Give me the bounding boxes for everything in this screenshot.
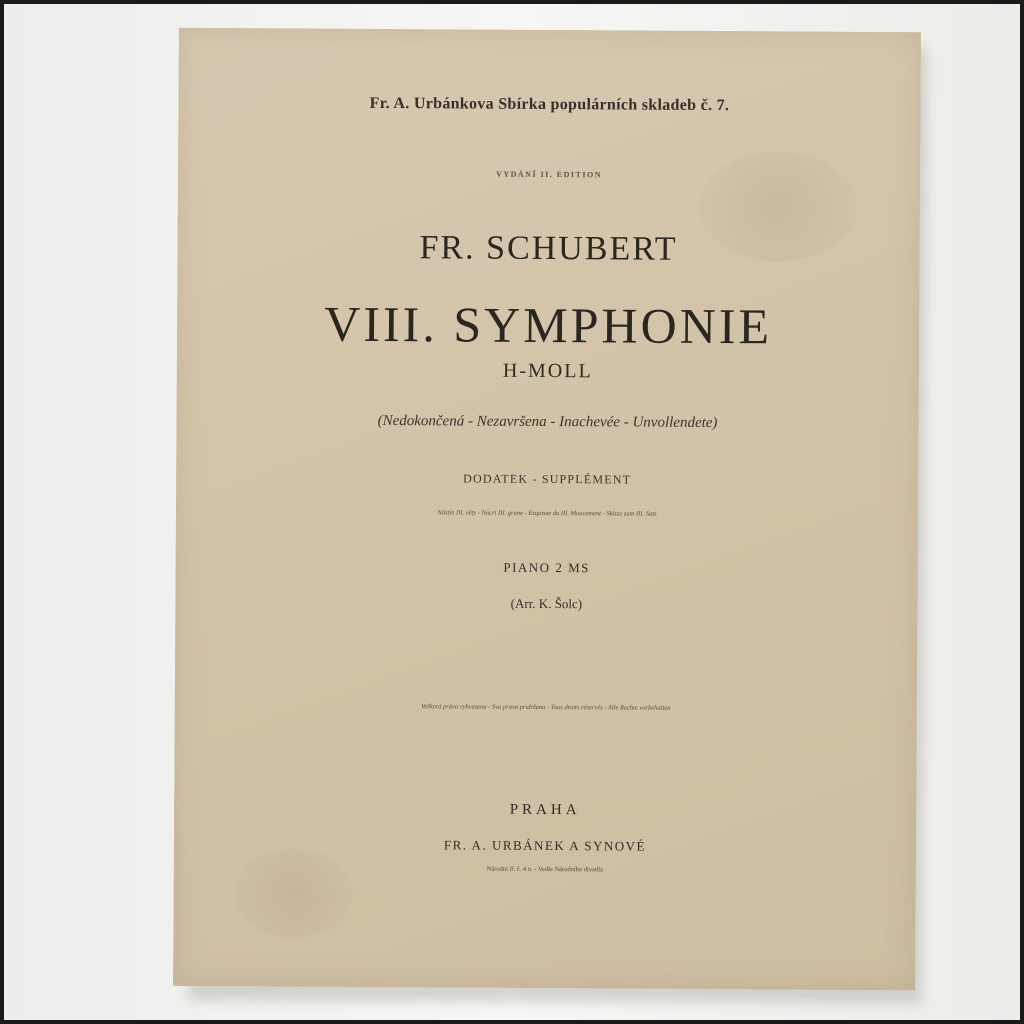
publisher-name: FR. A. URBÁNEK A SYNOVÉ	[443, 837, 647, 854]
supplement-label: DODATEK - SUPPLÉMENT	[463, 471, 632, 487]
paper-stain	[233, 848, 354, 939]
work-title: VIII. SYMPHONIE	[324, 295, 773, 355]
publisher-city: PRAHA	[509, 801, 581, 819]
edition-label: VYDÁNÍ II. EDITION	[496, 169, 603, 180]
rights-notice: Veškerá práva vyhrazena - Sva prava pridržana - Tous droits réservés - Alle Rechte vorbehalten	[421, 703, 671, 712]
composer-name: FR. SCHUBERT	[419, 229, 678, 268]
publisher-address: Národní tř. č. 4 n. - Vedle Národního divadla	[486, 865, 603, 874]
movement-note: Nástin III. věty - Nacrt III. grane - Esquisse du III. Mouvement - Skizze zum III. Satz	[437, 509, 657, 518]
instrument-label: PIANO 2 MS	[503, 559, 590, 576]
work-key: H-MOLL	[502, 359, 593, 383]
sheet-music-cover	[173, 28, 921, 991]
arranger-credit: (Arr. K. Šolc)	[510, 595, 583, 612]
work-subtitle: (Nedokončená - Nezavršena - Inachevée - Unvollendete)	[377, 412, 718, 432]
series-title: Fr. A. Urbánkova Sbírka populárních skladeb č. 7.	[369, 94, 730, 115]
